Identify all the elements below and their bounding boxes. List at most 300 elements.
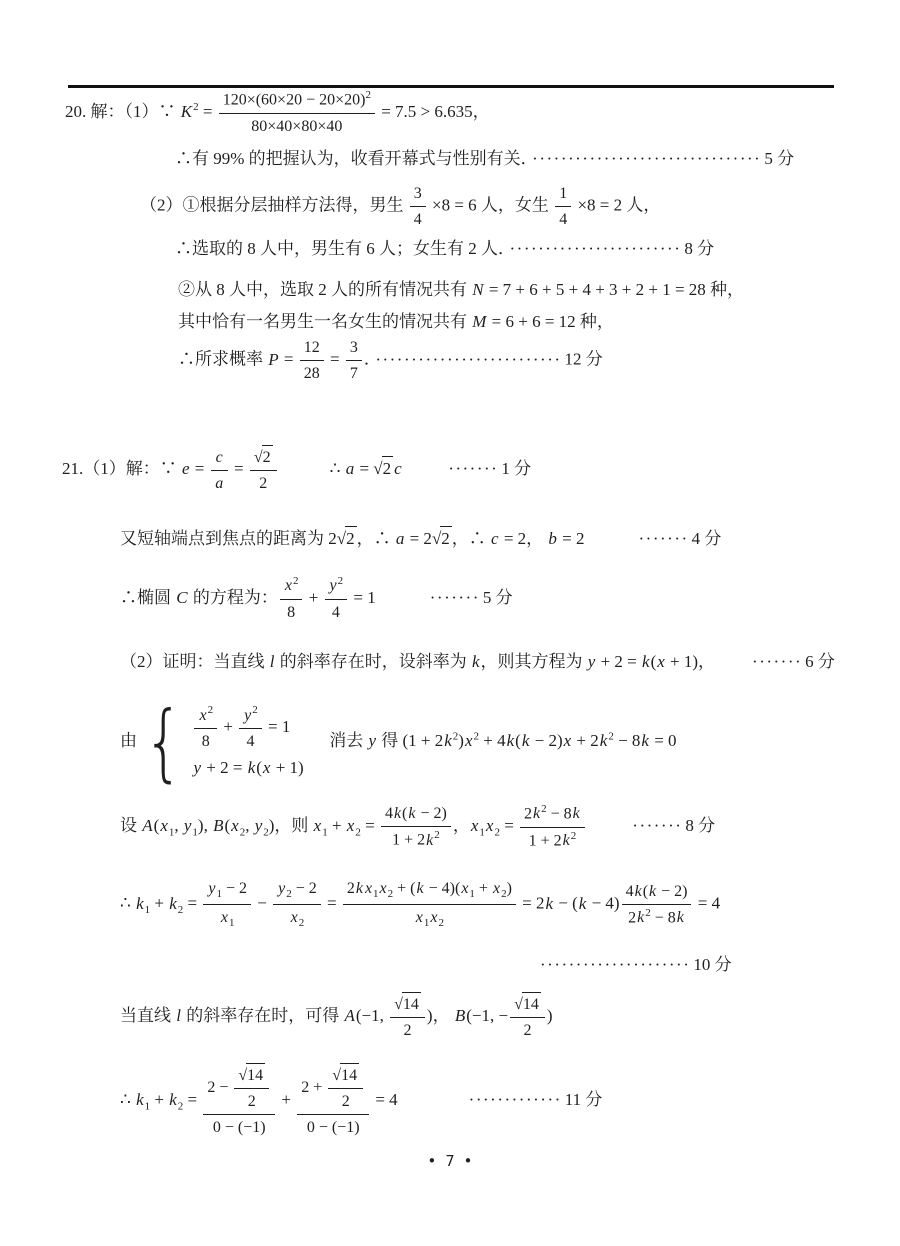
math-text: ∴ — [329, 459, 345, 479]
fraction-numerator — [328, 1063, 363, 1089]
math-text: 2 — [524, 805, 533, 823]
fraction — [278, 574, 305, 624]
superscript: 2 — [541, 803, 547, 815]
radicand — [402, 992, 421, 1016]
math-text: ，∴ — [451, 529, 491, 548]
math-text: 得 (1 + 2 — [377, 730, 444, 750]
math-variable: k — [408, 805, 416, 823]
score-label: 10 分 — [693, 955, 732, 974]
math-text: ( — [402, 805, 408, 823]
math-text: )， — [426, 1006, 454, 1026]
fraction-numerator — [381, 802, 451, 827]
score-label: 8 分 — [684, 239, 715, 258]
math-variable: x — [313, 815, 322, 835]
math-variable: k — [641, 730, 649, 750]
math-text: (−1, — [355, 1006, 389, 1026]
subscript: 1 — [144, 903, 151, 916]
fraction-denominator — [390, 1018, 425, 1042]
fraction-denominator — [250, 471, 277, 495]
math-text: 4 — [246, 732, 255, 750]
math-variable: l — [269, 652, 275, 671]
equation-row — [192, 756, 303, 781]
math-text: = 4 — [371, 1090, 398, 1110]
math-text: 2 — [346, 529, 355, 548]
radicand — [340, 1063, 359, 1087]
math-variable: y — [193, 758, 201, 778]
subscript: 1 — [469, 888, 475, 901]
superscript: 2 — [608, 730, 614, 743]
fraction-denominator — [622, 905, 692, 930]
math-variable: x — [461, 880, 469, 897]
superscript: 2 — [193, 101, 199, 114]
subscript: 2 — [239, 826, 246, 839]
math-variable: k — [506, 730, 515, 750]
fraction — [248, 445, 279, 495]
math-text: ∴ — [120, 893, 136, 913]
math-text: 8 — [287, 603, 296, 621]
fraction-numerator — [390, 992, 425, 1018]
math-text: = — [190, 459, 209, 479]
subscript: 1 — [228, 917, 235, 930]
math-variable: k — [521, 730, 530, 750]
radicand — [262, 445, 273, 469]
q20-line-6 — [178, 310, 614, 335]
math-text: 3 — [349, 339, 358, 356]
math-text: 12 — [303, 339, 320, 356]
math-text: + 2 — [572, 730, 599, 750]
math-text: − 2 — [221, 880, 247, 897]
fraction — [298, 336, 326, 385]
fraction-numerator — [300, 336, 324, 361]
math-variable: x — [220, 909, 228, 927]
radical-icon: √ — [253, 449, 263, 466]
q21-line-9 — [120, 992, 553, 1042]
left-brace-icon: { — [143, 693, 184, 791]
score-label: 12 分 — [564, 349, 603, 369]
math-variable: x — [485, 815, 494, 835]
q20-line-3 — [140, 182, 660, 231]
fraction-denominator — [520, 828, 585, 853]
superscript: 2 — [452, 730, 459, 743]
math-variable: k — [572, 805, 580, 823]
math-text: 2 — [628, 909, 637, 927]
q20-line-1 — [65, 88, 490, 138]
q20-line-7 — [178, 336, 603, 385]
radicand — [382, 456, 394, 482]
math-variable: k — [444, 730, 452, 750]
fraction-numerator — [520, 802, 585, 828]
fraction-denominator — [194, 729, 217, 753]
subscript: 1 — [479, 826, 485, 839]
math-variable: k — [169, 893, 177, 913]
math-variable: k — [634, 882, 642, 900]
subscript: 2 — [298, 917, 305, 930]
fraction-denominator — [510, 1018, 545, 1042]
fraction — [344, 336, 364, 385]
dot-leader: ······· — [429, 587, 480, 607]
math-text: − ( — [554, 893, 578, 913]
q21-line-10 — [120, 1063, 602, 1140]
math-variable: y — [183, 815, 192, 835]
q21-line-7 — [120, 877, 720, 932]
dot-leader: ························ — [509, 239, 682, 258]
math-text: + — [327, 815, 346, 835]
math-text: + — [277, 1090, 296, 1110]
fraction — [553, 182, 573, 231]
fraction-denominator — [280, 600, 303, 624]
math-text: ，则其方程为 — [480, 652, 587, 671]
math-variable: k — [426, 831, 434, 849]
fraction-numerator — [219, 88, 375, 114]
math-variable: x — [364, 880, 373, 897]
math-text: = — [229, 459, 248, 479]
math-variable: l — [176, 1006, 181, 1026]
superscript: 2 — [252, 704, 258, 717]
superscript: 2 — [473, 730, 480, 743]
math-variable: A — [344, 1006, 355, 1026]
math-text: 2 — [341, 1093, 350, 1111]
fraction-denominator — [381, 827, 451, 852]
score-label: 6 分 — [805, 652, 835, 671]
subscript: 2 — [494, 826, 500, 839]
math-variable: x — [160, 815, 168, 835]
math-variable: x — [464, 730, 473, 750]
fraction-denominator — [325, 600, 348, 624]
math-variable: N — [472, 280, 484, 299]
math-text: 2 — [259, 475, 268, 493]
fraction — [201, 1063, 277, 1140]
dot-leader: ·························· — [375, 349, 562, 369]
math-variable: P — [268, 349, 279, 369]
math-text: ，∴ — [356, 529, 395, 548]
fraction-numerator — [622, 880, 692, 905]
math-variable: k — [136, 893, 144, 913]
subscript: 2 — [263, 826, 269, 839]
math-text: = 2 — [517, 893, 545, 913]
math-variable: x — [199, 706, 207, 724]
math-variable: x — [284, 577, 292, 595]
math-text: = 1 — [263, 717, 291, 737]
math-text: (−1, − — [466, 1006, 509, 1026]
math-text: ( — [650, 652, 657, 671]
square-root — [432, 526, 452, 552]
math-text: ( — [515, 730, 521, 750]
fraction-numerator — [250, 445, 277, 471]
fraction-denominator — [343, 905, 516, 932]
q21-line-2 — [120, 526, 721, 552]
math-variable: y — [244, 706, 252, 724]
math-text: − 2) — [530, 730, 563, 750]
q20-line-2 — [175, 147, 794, 172]
math-text: 7 — [349, 365, 358, 383]
subscript: 2 — [438, 917, 444, 930]
fraction-denominator — [203, 1115, 275, 1139]
math-text: + — [304, 587, 323, 607]
math-text: + 2 = — [596, 652, 642, 671]
equation-column — [192, 700, 303, 783]
math-variable: k — [562, 831, 570, 849]
math-text: 120×(60×20 − 20×20) — [222, 91, 366, 109]
fraction-denominator — [211, 471, 228, 495]
fraction-denominator — [239, 729, 262, 753]
math-variable: k — [169, 1090, 177, 1110]
math-text: = 2， — [499, 529, 548, 548]
math-variable: A — [142, 815, 153, 835]
fraction-denominator — [203, 905, 251, 932]
fraction-denominator — [410, 207, 426, 231]
math-text: ( — [642, 882, 649, 900]
subscript: 1 — [192, 826, 198, 839]
fraction — [232, 1063, 271, 1113]
math-text: = 7 + 6 + 5 + 4 + 3 + 2 + 1 = 28 种， — [484, 280, 745, 299]
math-text: 20. 解：（1）∵ — [65, 101, 180, 121]
math-text: ． — [363, 349, 373, 369]
radicand — [246, 1063, 265, 1087]
superscript: 2 — [434, 829, 440, 842]
math-text: , — [174, 815, 183, 835]
math-text: 设 — [120, 815, 142, 835]
fraction — [326, 1063, 365, 1113]
math-variable: k — [637, 909, 645, 927]
math-text: 当直线 — [120, 1006, 176, 1026]
math-text: ②从 8 人中，选取 2 人的所有情况共有 — [178, 280, 472, 299]
fraction-denominator — [219, 114, 375, 138]
math-text: + 1) — [271, 758, 304, 778]
fraction-numerator — [239, 703, 262, 729]
dot-leader: ································ — [532, 149, 762, 168]
math-text: 80×40×80×40 — [251, 117, 343, 135]
fraction-numerator — [297, 1063, 369, 1115]
math-text: 3 — [413, 185, 422, 202]
math-text: + 4 — [479, 730, 506, 750]
math-text: − 2) — [416, 805, 447, 823]
score-label: 5 分 — [764, 149, 795, 168]
math-variable: c — [394, 459, 402, 479]
score-label: 4 分 — [691, 529, 722, 548]
fraction-numerator — [234, 1063, 269, 1089]
subscript: 1 — [144, 1100, 151, 1113]
fraction — [201, 877, 253, 932]
math-variable: y — [208, 880, 216, 897]
math-text: )，则 — [268, 815, 313, 835]
math-variable: y — [329, 577, 337, 595]
math-variable: k — [355, 880, 363, 897]
math-text: − 4) — [587, 893, 620, 913]
math-variable: k — [416, 880, 424, 897]
q20-line-4 — [175, 237, 714, 262]
math-text: ， — [452, 815, 470, 835]
fraction — [237, 703, 264, 753]
fraction-numerator — [203, 1063, 275, 1115]
math-text: 2 − — [207, 1078, 233, 1096]
math-text: 4 — [413, 211, 422, 229]
subscript: 1 — [373, 888, 379, 901]
math-text: + — [219, 717, 238, 737]
math-variable: k — [393, 805, 402, 823]
radical-icon: √ — [332, 1067, 342, 1084]
superscript: 2 — [365, 89, 371, 101]
math-text: ( — [153, 815, 160, 835]
fraction-numerator — [343, 877, 516, 905]
math-text: ( — [224, 815, 231, 835]
square-root — [254, 445, 273, 469]
radicand — [522, 992, 541, 1016]
math-variable: y — [587, 652, 596, 671]
math-variable: x — [470, 815, 479, 835]
subscript: 2 — [177, 903, 184, 916]
fraction-numerator — [510, 992, 545, 1018]
math-text: 由 — [120, 730, 137, 750]
math-text: + 2 = — [202, 758, 247, 778]
math-text: = — [198, 101, 217, 121]
math-text: − 8 — [546, 805, 572, 823]
equation-system — [137, 693, 304, 791]
math-text: ) — [506, 880, 512, 897]
math-variable: y — [278, 880, 286, 897]
math-variable: k — [649, 882, 657, 900]
math-text: 14 — [402, 996, 419, 1013]
fraction-denominator — [297, 1115, 369, 1139]
superscript: 2 — [570, 829, 577, 842]
math-text: 2 — [346, 880, 355, 897]
fraction-numerator — [194, 703, 217, 729]
math-variable: b — [548, 529, 557, 548]
math-text: 1 + 2 — [528, 831, 562, 849]
fraction-numerator — [346, 336, 362, 361]
q21-line-5 — [120, 693, 677, 791]
math-variable: x — [231, 815, 239, 835]
score-label: 5 分 — [482, 587, 513, 607]
q21-line-1 — [62, 445, 531, 495]
superscript: 2 — [292, 575, 299, 587]
math-text: （2）证明：当直线 — [120, 652, 269, 671]
math-variable: a — [215, 474, 224, 492]
math-variable: e — [182, 459, 190, 479]
subscript: 1 — [322, 826, 328, 839]
radical-icon: √ — [431, 529, 442, 548]
math-text: 2 — [247, 1093, 256, 1111]
math-text: ∴ — [120, 1090, 136, 1110]
math-text: + ( — [393, 880, 416, 897]
math-text: 4 — [384, 805, 393, 823]
math-text: + 1)， — [665, 652, 716, 671]
math-text: 4 — [331, 603, 340, 621]
fraction-numerator — [325, 574, 348, 600]
math-text: + — [150, 1090, 169, 1110]
math-text: = 4 — [693, 893, 721, 913]
math-text: , — [245, 815, 254, 835]
math-text: − 2) — [657, 882, 688, 900]
math-text: 4 — [625, 882, 634, 900]
math-variable: B — [454, 1006, 466, 1026]
math-variable: k — [533, 805, 541, 823]
math-variable: k — [676, 909, 684, 927]
dot-leader: ············· — [468, 1090, 562, 1110]
math-text: 4 — [559, 211, 568, 229]
math-text: = 2 — [405, 529, 432, 548]
math-text: 21.（1）解：∵ — [62, 459, 181, 479]
math-variable: M — [472, 312, 487, 331]
dot-leader: ······· — [632, 815, 683, 835]
math-text: − 8 — [613, 730, 641, 750]
subscript: 2 — [355, 826, 361, 839]
math-text: = — [322, 893, 341, 913]
fraction-numerator — [211, 446, 228, 471]
dot-leader: ····················· — [540, 955, 691, 974]
math-variable: k — [599, 730, 608, 750]
q21-line-8 — [537, 953, 732, 978]
math-text: 2 — [382, 459, 392, 479]
equation-row — [192, 703, 303, 753]
square-root — [238, 1063, 265, 1087]
radical-icon: √ — [238, 1067, 248, 1084]
fraction-denominator — [234, 1089, 269, 1113]
math-text: 2 — [523, 1022, 532, 1040]
radicand — [345, 526, 357, 552]
fraction-numerator — [280, 574, 303, 600]
math-text: = — [279, 349, 298, 369]
math-variable: k — [642, 652, 650, 671]
math-text: = 6 + 6 = 12 种， — [487, 312, 614, 331]
q21-line-6 — [120, 802, 715, 852]
math-text: 1 — [559, 185, 568, 202]
math-text: = — [183, 893, 202, 913]
math-text: − 8 — [650, 909, 676, 927]
math-text: 消去 — [329, 730, 368, 750]
math-variable: k — [136, 1090, 144, 1110]
math-text: 28 — [303, 365, 320, 383]
math-variable: x — [346, 815, 355, 835]
square-root — [337, 526, 357, 552]
math-variable: x — [492, 880, 501, 897]
square-root — [332, 1063, 359, 1087]
math-text: − — [253, 893, 272, 913]
fraction — [408, 182, 428, 231]
math-variable: x — [379, 880, 387, 897]
math-text: 2 — [403, 1022, 412, 1040]
fraction-numerator — [410, 182, 426, 207]
fraction — [295, 1063, 371, 1140]
math-variable: C — [176, 587, 188, 607]
fraction — [508, 992, 547, 1042]
superscript: 2 — [645, 906, 651, 919]
score-label: 8 分 — [685, 815, 716, 835]
math-variable: k — [471, 652, 480, 671]
math-variable: B — [213, 815, 224, 835]
fraction — [341, 877, 518, 932]
fraction — [518, 802, 587, 852]
math-text: = — [183, 1090, 202, 1110]
math-text: ∴有 99% 的把握认为，收看开幕式与性别有关． — [175, 149, 530, 168]
math-text: + — [150, 893, 169, 913]
math-text: ), — [197, 815, 213, 835]
q20-line-5 — [178, 278, 744, 303]
math-variable: c — [491, 529, 499, 548]
math-text: 0 − (−1) — [306, 1119, 360, 1137]
math-text: = — [325, 349, 344, 369]
square-root — [373, 456, 393, 482]
math-text: （2）①根据分层抽样方法得，男生 — [140, 195, 408, 215]
math-text: 的斜率存在时，可得 — [181, 1006, 344, 1026]
dot-leader: ······· — [448, 459, 499, 479]
math-text: = — [499, 815, 519, 835]
math-text: ∴椭圆 — [120, 587, 176, 607]
subscript: 1 — [168, 826, 175, 839]
q21-line-3 — [120, 574, 513, 624]
dot-leader: ······· — [638, 529, 689, 548]
math-text: 1 + 2 — [392, 831, 426, 849]
math-variable: k — [247, 758, 256, 778]
